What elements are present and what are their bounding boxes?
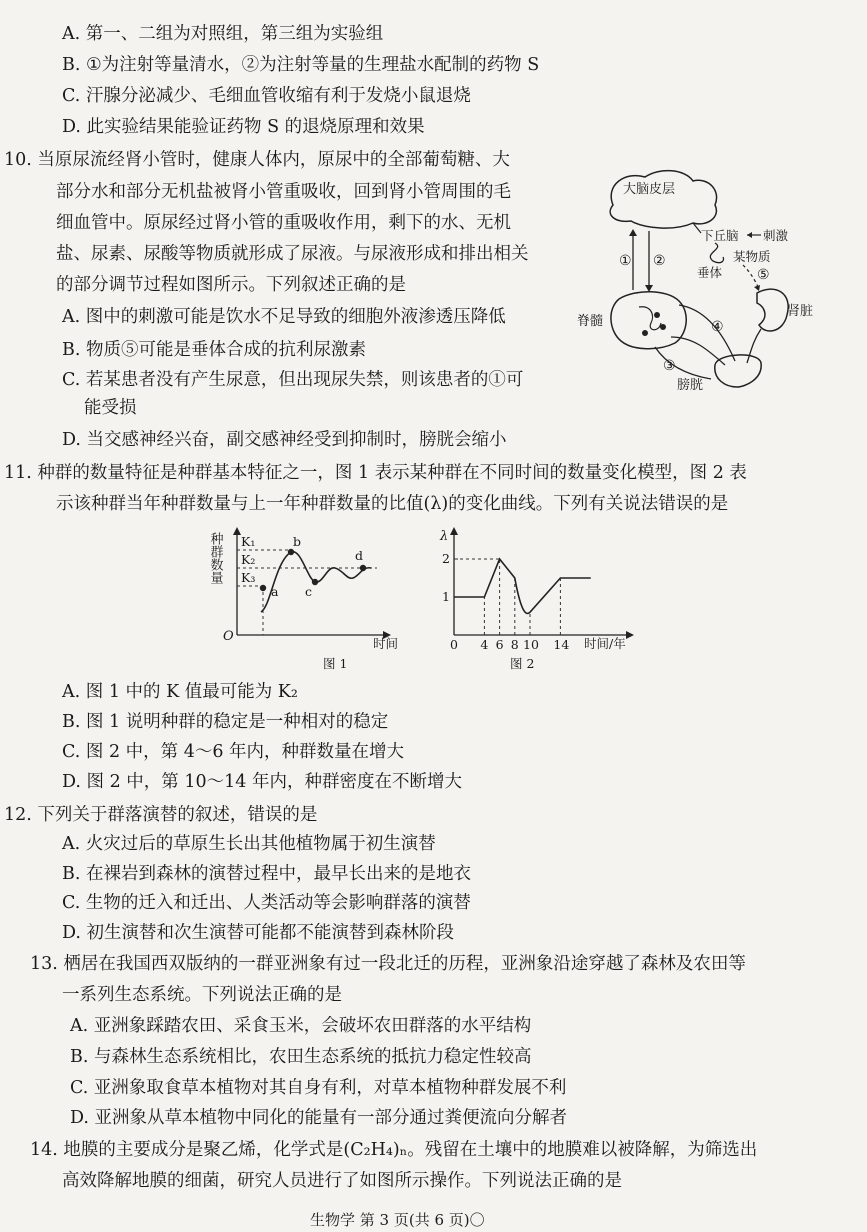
q11-stem-line-1: 11. 种群的数量特征是种群基本特征之一，图 1 表示某种群在不同时间的数量变化模型，图 2 表 [4,463,747,483]
fig2-x-arrow [626,631,634,639]
fig2-xlabel: 时间/年 [584,636,626,651]
fig1-k3: K₃ [241,570,256,585]
fig1-label-c: c [305,584,313,599]
fig1-title: 图 1 [323,656,348,671]
fig1-k2: K₂ [241,552,256,567]
q11-option-a: A. 图 1 中的 K 值最可能为 K₂ [62,682,298,702]
page-footer: 生物学 第 3 页(共 6 页)〇 [310,1211,485,1229]
urination-regulation-diagram [575,165,825,395]
q11-option-d: D. 图 2 中，第 10～14 年内，种群密度在不断增大 [62,772,462,792]
label-cortex: 大脑皮层 [623,182,676,197]
fig1-k1: K₁ [241,534,256,549]
q12-option-a: A. 火灾过后的草原生长出其他植物属于初生演替 [62,834,436,854]
q12-option-d: D. 初生演替和次生演替可能都不能演替到森林阶段 [62,923,455,943]
fig2-xtick-label-6: 6 [495,637,504,652]
q9-option-d: D. 此实验结果能验证药物 S 的退烧原理和效果 [62,117,425,137]
q12-stem: 12. 下列关于群落演替的叙述，错误的是 [4,805,318,825]
q13-option-b: B. 与森林生态系统相比，农田生态系统的抵抗力稳定性较高 [70,1047,532,1067]
fig1-label-a: a [271,584,279,599]
fig2-xtick-label-10: 10 [523,637,539,652]
fig1-point-c [312,579,318,585]
fig2-ytick-label-2: 2 [442,551,450,566]
label-n3: ③ [663,358,676,374]
q9-option-c: C. 汗腺分泌减少、毛细血管收缩有利于发烧小鼠退烧 [62,86,471,106]
q12-option-b: B. 在裸岩到森林的演替过程中，最早长出来的是地衣 [62,864,471,884]
fig2-xtick-label-14: 14 [553,637,570,652]
fig1-point-a [260,585,266,591]
chart-fig2 [432,522,644,674]
label-n2: ② [653,253,666,269]
q13-option-a: A. 亚洲象踩踏农田、采食玉米，会破坏农田群落的水平结构 [70,1016,532,1036]
q10-option-c: C. 若某患者没有产生尿意，但出现尿失禁，则该患者的①可 [62,370,524,390]
fig2-y-arrow [450,527,458,535]
label-spinal-cord: 脊髓 [577,314,604,329]
q11-stem-line-2: 示该种群当年种群数量与上一年种群数量的比值(λ)的变化曲线。下列有关说法错误的是 [56,494,729,514]
fig1-origin: O [223,629,234,644]
pituitary-shape [710,243,723,263]
label-stimulus: 刺激 [763,228,789,243]
label-n5: ⑤ [757,267,770,283]
brain-outline [610,171,716,228]
fig1-point-b [288,549,294,555]
q10-stem-line-4: 盐、尿素、尿酸等物质就形成了尿液。与尿液形成和排出相关 [56,244,529,264]
q9-option-a: A. 第一、二组为对照组，第三组为实验组 [62,24,384,44]
q10-option-d: D. 当交感神经兴奋，副交感神经受到抑制时，膀胱会缩小 [62,430,507,450]
q14-stem-line-2: 高效降解地膜的细菌，研究人员进行了如图所示操作。下列说法正确的是 [62,1171,622,1191]
fig2-title: 图 2 [510,656,535,671]
label-hypothalamus: 下丘脑 [701,228,739,243]
q10-stem-line-2: 部分水和部分无机盐被肾小管重吸收，回到肾小管周围的毛 [56,182,511,202]
q10-stem-line-3: 细血管中。原尿经过肾小管的重吸收作用，剩下的水、无机 [56,213,511,233]
q13-stem-line-2: 一系列生态系统。下列说法正确的是 [62,985,342,1005]
fig1-xlabel: 时间 [373,636,399,651]
q13-stem-line-1: 13. 栖居在我国西双版纳的一群亚洲象有过一段北迁的历程，亚洲象沿途穿越了森林及农田等 [30,954,746,974]
label-substance: 某物质 [733,249,771,264]
q9-option-b: B. ①为注射等量清水，②为注射等量的生理盐水配制的药物 S [62,55,540,75]
fig1-point-d [360,565,366,571]
label-n4: ④ [711,319,724,335]
fig2-xtick-label-0: 0 [450,637,458,652]
fig2-ylabel: λ [440,529,449,544]
label-n1: ① [619,253,632,269]
q11-option-c: C. 图 2 中，第 4～6 年内，种群数量在增大 [62,742,405,762]
q10-option-b: B. 物质⑤可能是垂体合成的抗利尿激素 [62,340,366,360]
kidney-outline [757,289,788,331]
label-bladder: 膀胱 [677,378,704,393]
q14-stem-line-1: 14. 地膜的主要成分是聚乙烯，化学式是(C₂H₄)ₙ。残留在土壤中的地膜难以被降解，为筛选出 [30,1140,758,1160]
q10-stem-line-5: 的部分调节过程如图所示。下列叙述正确的是 [56,275,406,295]
q10-option-a: A. 图中的刺激可能是饮水不足导致的细胞外液渗透压降低 [62,307,506,327]
fig2-ytick-label-1: 1 [442,589,450,604]
spinal-cord-outline [611,292,686,349]
q13-option-c: C. 亚洲象取食草本植物对其自身有利，对草本植物种群发展不利 [70,1078,567,1098]
fig2-lambda-series [454,559,591,613]
label-kidney: 肾脏 [787,304,814,319]
chart-fig1 [205,522,415,674]
fig1-label-d: d [355,548,364,563]
q11-option-b: B. 图 1 说明种群的稳定是一种相对的稳定 [62,712,389,732]
q13-option-d: D. 亚洲象从草本植物中同化的能量有一部分通过粪便流向分解者 [70,1108,568,1128]
fig2-xtick-label-4: 4 [480,637,489,652]
bladder-outline [715,355,761,387]
q10-option-c-cont: 能受损 [84,398,137,418]
fig1-label-b: b [293,534,302,549]
fig1-ylabel: 种群数量 [207,532,223,584]
q12-option-c: C. 生物的迁入和迁出、人类活动等会影响群落的演替 [62,893,471,913]
fig2-xtick-label-8: 8 [510,637,519,652]
label-pituitary: 垂体 [697,265,723,280]
q10-stem-line-1: 10. 当原尿流经肾小管时，健康人体内，原尿中的全部葡萄糖、大 [4,150,510,170]
